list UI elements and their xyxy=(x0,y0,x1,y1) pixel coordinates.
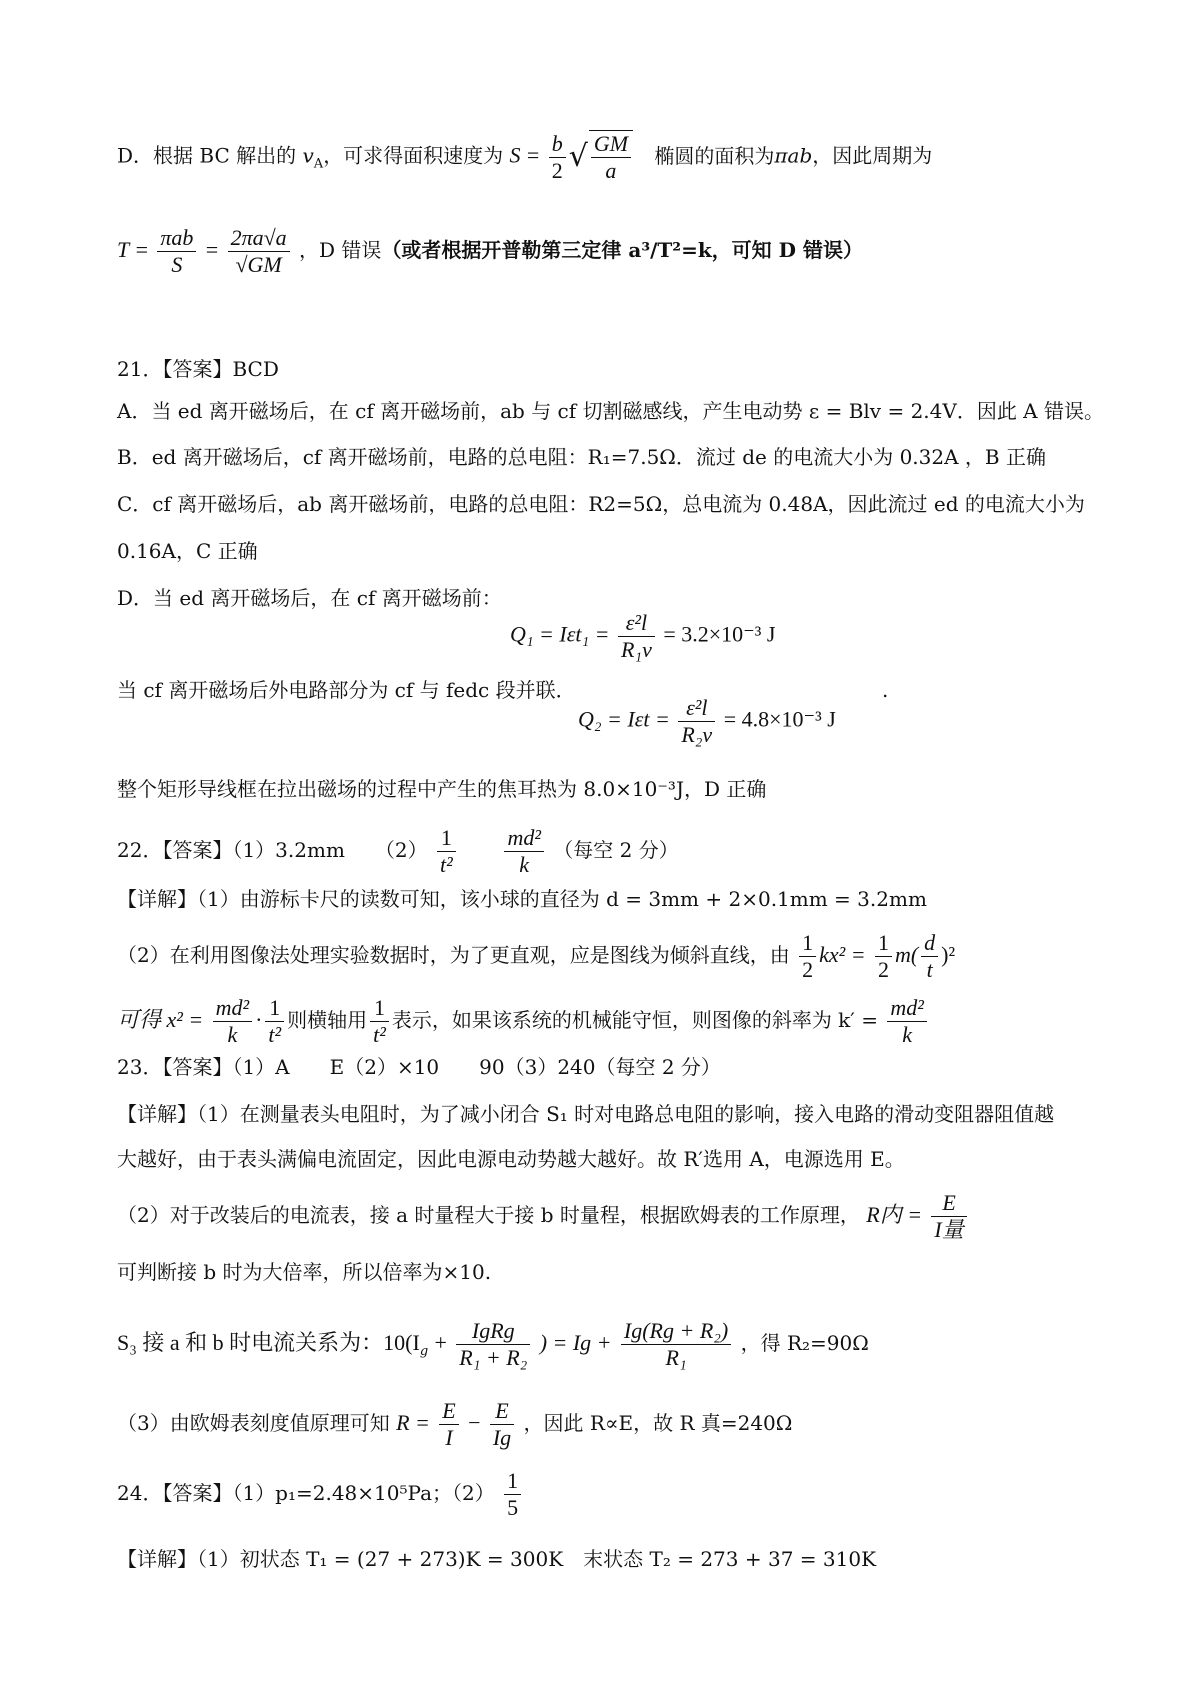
q23-r1r2: R₁ + R₂ xyxy=(459,1345,528,1370)
q23-g: g xyxy=(419,1344,429,1359)
q20-T: T xyxy=(117,237,130,262)
q21-q1-rhs: = 3.2×10⁻³ J xyxy=(663,621,776,647)
q23-answer: 23．【答案】（1）A E（2）×10 90（3）240（每空 2 分） xyxy=(117,1055,721,1079)
q22-kx2: kx² = xyxy=(819,942,866,967)
q21-q1-frac xyxy=(618,610,655,663)
q21-q2-eq xyxy=(578,695,836,748)
q22-f1 xyxy=(437,825,456,878)
q20-ellipse: 椭圆的面积为 xyxy=(654,143,775,168)
q20-d-wrong: ，D 错误 xyxy=(299,238,382,262)
q23-r-in: R内 = xyxy=(866,1202,923,1227)
q23-detail2-line xyxy=(117,1190,970,1243)
q21-q2-num: ε²l xyxy=(678,695,715,722)
q22-one-t2b xyxy=(370,995,389,1048)
q23-r1: R₁ xyxy=(665,1345,687,1370)
q21-q1-den: R₁v xyxy=(620,637,652,662)
q23-detail3-line xyxy=(117,1398,792,1451)
q20-period-line xyxy=(117,225,863,278)
q20-a: a xyxy=(605,158,617,183)
q22-detail2: （2）在利用图像法处理实验数据时，为了更直观，应是图线为倾斜直线，由 xyxy=(117,943,790,967)
q23-detail1b: 大越好，由于表头满偏电流固定，因此电源电动势越大越好。故 R′选用 A，电源选用 E。 xyxy=(117,1147,905,1171)
q23-detail3b: ，因此 R∝E，故 R 真=240Ω xyxy=(523,1411,793,1435)
q22-one: 1 xyxy=(265,995,284,1022)
q22-m: m( xyxy=(894,942,919,967)
q22-detail2-line xyxy=(117,930,955,983)
q20-d-label: D．根据 BC 解出的 xyxy=(117,143,297,168)
q22-t2: t² xyxy=(268,1022,282,1047)
q23-I: I xyxy=(445,1425,453,1450)
q20-S: S xyxy=(509,142,521,168)
q21-q1-num: ε²l xyxy=(618,610,655,637)
q20-kepler: （或者根据开普勒第三定律 a³/T²=k，可知 D 错误） xyxy=(381,238,863,262)
q22-then-axis: 则横轴用 xyxy=(287,1008,368,1032)
q22-one-t2 xyxy=(265,995,284,1048)
q23-E3: E xyxy=(490,1398,514,1425)
q20-d-mid: ，可求得面积速度为 xyxy=(323,143,504,168)
q22-d-over-t xyxy=(921,930,938,983)
q20-period-frac1 xyxy=(157,225,196,278)
q23-plus: + xyxy=(434,1330,447,1355)
q22-f1-num: 1 xyxy=(437,825,456,852)
q22-dot1: · xyxy=(255,1007,263,1032)
q23-igrg-frac xyxy=(456,1318,530,1371)
q23-I-range: I量 xyxy=(934,1217,964,1242)
q22-md2-k xyxy=(213,995,252,1048)
q22-answer: 22．【答案】（1）3.2mm （2） xyxy=(117,838,428,862)
q20-gm: GM xyxy=(591,131,631,158)
q21-total: 整个矩形导线框在拉出磁场的过程中产生的焦耳热为 8.0×10⁻³J，D 正确 xyxy=(117,777,767,801)
q20-gm-over-a xyxy=(589,130,633,184)
q22-get: 可得 x² = xyxy=(117,1007,204,1032)
q23-ig-rg-r2: Ig(Rg + R₂) xyxy=(621,1318,731,1345)
q20-eq3: = xyxy=(205,237,219,262)
q21-q2-rhs: = 4.8×10⁻³ J xyxy=(723,706,836,732)
q21-parallel-text: 当 cf 离开磁场后外电路部分为 cf 与 fedc 段并联． xyxy=(117,678,576,702)
q20-b: b xyxy=(549,131,566,158)
q22-f2 xyxy=(504,825,543,878)
sqrt-icon: √ xyxy=(568,139,588,174)
q22-slope-line xyxy=(117,995,930,1048)
q22-k: k xyxy=(227,1022,238,1047)
q21-c-line1: C．cf 离开磁场后，ab 离开磁场前，电路的总电阻：R2=5Ω，总电流为 0.48A，因此流过 ed 的电流大小为 xyxy=(117,492,1085,516)
q23-frac2 xyxy=(621,1318,731,1371)
q20-eq2: = xyxy=(135,237,149,262)
q23-Ig: Ig xyxy=(492,1425,512,1450)
q20-period-frac2 xyxy=(228,225,290,278)
q22-d: d xyxy=(921,930,938,957)
q23-detail2b: 可判断接 b 时为大倍率，所以倍率为×10. xyxy=(117,1260,492,1284)
q23-minus: − xyxy=(468,1410,481,1435)
q22-close-sq: )² xyxy=(941,942,956,967)
q23-s3: S₃ 接 a 和 b 时电流关系为：10(I xyxy=(117,1330,420,1355)
q20-period-den2: √GM xyxy=(235,252,282,277)
q20-pi-ab: πab xyxy=(774,143,813,168)
q21-dot: . xyxy=(881,678,889,702)
q22-t: t xyxy=(926,957,933,982)
q22-half2-num: 1 xyxy=(875,930,892,957)
q22-half1-num: 1 xyxy=(799,930,816,957)
q24-frac xyxy=(504,1468,521,1521)
q23-e-over-Ig xyxy=(490,1398,514,1451)
q23-s3-line xyxy=(117,1318,869,1371)
q22-f2-num: md² xyxy=(504,825,543,852)
q24-f-den: 5 xyxy=(507,1495,519,1520)
q23-result: ，得 R₂=90Ω xyxy=(740,1331,869,1355)
q22-answer-line xyxy=(117,825,679,878)
q22-detail1: 【详解】（1）由游标卡尺的读数可知，该小球的直径为 d = 3mm + 2×0.1mm = 3.2mm xyxy=(117,887,927,911)
q24-answer: 24．【答案】（1）p₁=2.48×10⁵Pa；（2） xyxy=(117,1481,495,1505)
q20-therefore: ，因此周期为 xyxy=(812,143,933,168)
q22-f2-den: k xyxy=(519,852,530,877)
q21-q2-frac xyxy=(678,695,715,748)
q22-represent: 表示，如果该系统的机械能守恒，则图像的斜率为 k′ = xyxy=(391,1008,878,1032)
q22-half1-den: 2 xyxy=(802,957,814,982)
q22-score: （每空 2 分） xyxy=(553,838,679,862)
q21-q1-lhs: Q₁ = Iεt₁ = xyxy=(510,621,610,647)
q20-eq: = xyxy=(526,142,540,168)
q24-answer-line xyxy=(117,1468,524,1521)
q23-detail1: 【详解】（1）在测量表头电阻时，为了减小闭合 S₁ 时对电路总电阻的影响，接入电路的滑动变阻器阻值越 xyxy=(117,1102,1055,1126)
q21-c-line2: 0.16A，C 正确 xyxy=(117,539,258,563)
q23-igrg: IgRg xyxy=(456,1318,530,1345)
q20-b-over-2 xyxy=(549,131,566,184)
q22-half2-den: 2 xyxy=(877,957,889,982)
q20-period-den1: S xyxy=(171,252,183,277)
q23-eq-ig: ) = Ig + xyxy=(539,1330,612,1355)
q20-period-num2: 2πa√a xyxy=(228,225,290,252)
q20-two: 2 xyxy=(551,157,563,183)
q23-detail2: （2）对于改装后的电流表，接 a 时量程大于接 b 时量程，根据欧姆表的工作原理， xyxy=(117,1203,860,1227)
q21-d-line: D．当 ed 离开磁场后，在 cf 离开磁场前： xyxy=(117,586,502,610)
q21-q2-den: R₂v xyxy=(681,722,713,747)
q23-e-over-i xyxy=(931,1190,966,1243)
q23-detail3a: （3）由欧姆表刻度值原理可知 xyxy=(117,1411,390,1435)
q21-b-line: B．ed 离开磁场后，cf 离开磁场前，电路的总电阻：R₁=7.5Ω．流过 de 的电流大小为 0.32A ，B 正确 xyxy=(117,445,1046,469)
q23-R-eq: R = xyxy=(396,1410,430,1435)
q23-E2: E xyxy=(439,1398,458,1425)
q20-d-line xyxy=(117,130,932,184)
q23-e-over-I xyxy=(439,1398,458,1451)
q21-q1-eq xyxy=(510,610,775,663)
q22-half2 xyxy=(875,930,892,983)
q22-one-b: 1 xyxy=(370,995,389,1022)
q23-E: E xyxy=(931,1190,966,1217)
q22-t2-b: t² xyxy=(373,1022,386,1047)
q20-v-sub: A xyxy=(313,156,324,172)
q20-period-num1: πab xyxy=(157,225,196,252)
q21-a-line: A．当 ed 离开磁场后，在 cf 离开磁场前，ab 与 cf 切割磁感线，产生电动势 ε = Blv = 2.4V．因此 A 错误。 xyxy=(117,399,1104,423)
q22-slope xyxy=(887,995,926,1048)
q22-md2: md² xyxy=(213,995,252,1022)
q22-half1 xyxy=(799,930,816,983)
q20-v: v xyxy=(302,143,314,168)
q22-f1-den: t² xyxy=(440,852,453,877)
q21-answer: 21．【答案】BCD xyxy=(117,357,279,381)
q24-detail: 【详解】（1）初状态 T₁ = (27 + 273)K = 300K 末状态 T₂ = 273 + 37 = 310K xyxy=(117,1547,877,1571)
q24-f-num: 1 xyxy=(504,1468,521,1495)
q22-slope-den: k xyxy=(902,1022,912,1047)
q22-slope-num: md² xyxy=(887,995,926,1022)
q21-q2-lhs: Q₂ = Iεt = xyxy=(578,706,670,732)
